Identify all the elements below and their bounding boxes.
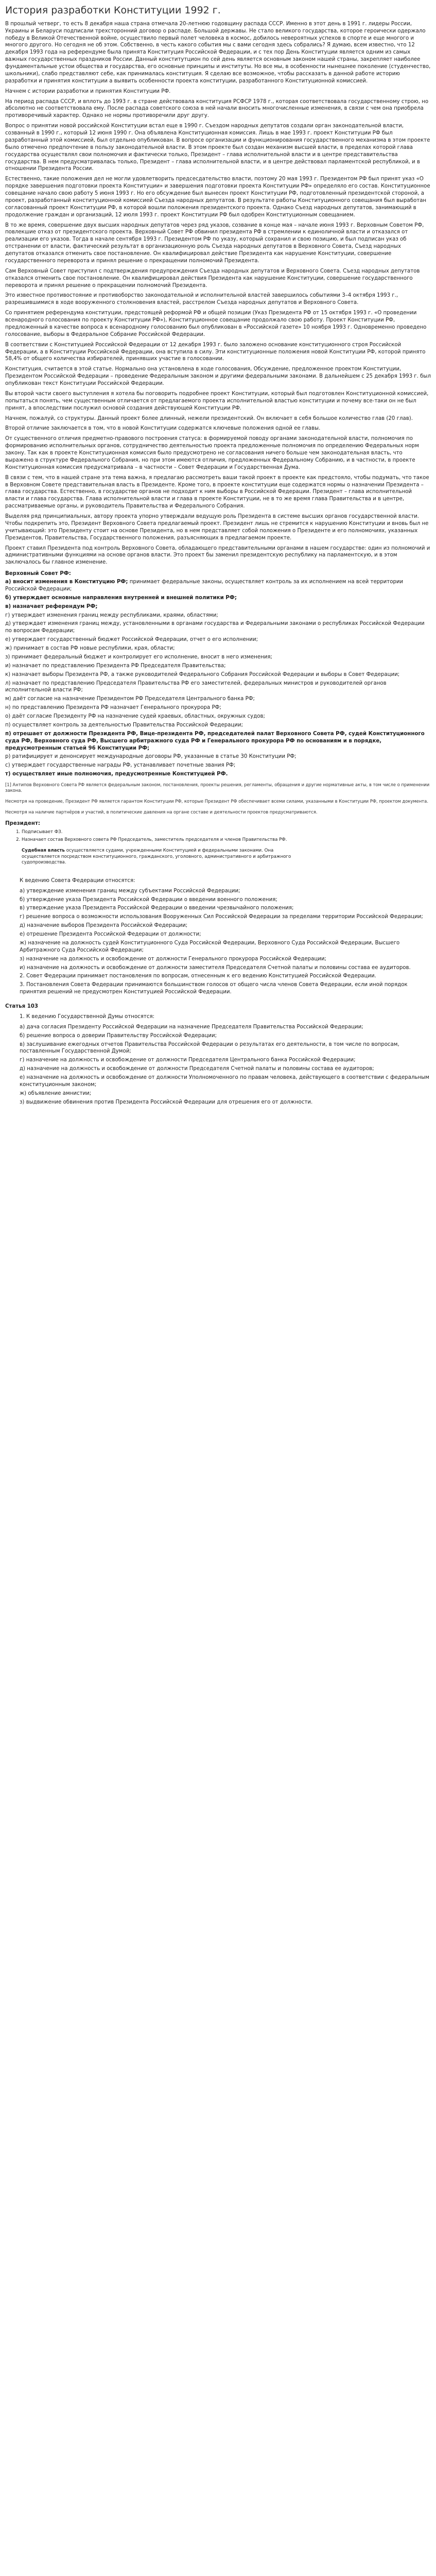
gd-item: в) заслушивание ежегодных отчетов Правительства Российской Федерации о результатах его деятельности, в том числе по вопросам, поставленным Государственной Думой; [20, 1041, 399, 1055]
intro-paragraph: В то же время, совершение двух высших народных депутатов через ряд указов, созвание в конце мая – начале июня 1993 г. Верховным Советом РФ, повлекшие отказ от президентского проекта. Верховный Совет РФ обвинил президента РФ в стремлении к единоличной власти и отказался от реализации его указов. Тогда в начале сентября 1993 г. Президентом РФ по указу, который сохранил и свою позицию, и был подписан указ об отстранении от власти, фактический результат в организационную роль Съезда народных депутатов в Верховного Совета, Съезд народных депутатов отказался отменить свое постановление. Он квалифицировал действие Президента как нарушение Конституции, совершение государственного переворота и принял решение о прекращении полномочий Президента. [5, 222, 424, 264]
intro-paragraph: Второй отличие заключается в том, что в новой Конституции содержатся ключевые положения одной ее главы. [5, 426, 321, 432]
gd-intro: 1. К ведению Государственной Думы относятся: [20, 1013, 154, 1020]
power-item [5, 603, 431, 611]
power-item [5, 612, 431, 619]
power-item [5, 579, 431, 593]
intro-paragraph: Это известное противостояние и противоборство законодательной и исполнительной властей завершилось событиями 3–4 октября 1993 г., разрешившимися в ходе вооруженного столкновения властей, расстрелом Съезда народных депутатов и Верховного Совета. [5, 293, 398, 306]
power-item-text: р) ратифицирует и денонсирует международные договоры РФ, указанные в статье 30 Конституции РФ; [5, 754, 297, 760]
power-item [5, 696, 431, 703]
sf-item: з) назначение на должность и освобождение от должности Генерального прокурора Российской Федерации; [20, 956, 326, 962]
sf-item: 3. Постановления Совета Федерации принимаются большинством голосов от общего числа членов Совета Федерации, если иной порядок принятия решений не предусмотрен Конституцией Российской Федерации. [20, 982, 408, 995]
intro-paragraph: Вы второй части своего выступления я хотела бы поговорить подробнее проект Конституции, который был подготовлен Конституционной комиссией, попытаться понять, чем существенным отличается от предлагаемого проекта исполнительной властью конституции и почему все-таки он не был принят, а впоследствии послужил основой создания действующей Конституции РФ. [5, 391, 429, 411]
intro-paragraph: Начнем, пожалуй, со структуры. Данный проект более длинный, нежели президентский. Он включает в себя большое количество глав (20 глав). [5, 415, 413, 421]
sf-item: д) назначение выборов Президента Российской Федерации; [20, 923, 188, 929]
sf-item: б) утверждение указа Президента Российской Федерации о введении военного положения; [20, 896, 277, 903]
intro-paragraph: Естественно, такие положения дел не могли удовлетворить предсесдательство власти, поэтому 20 мая 1993 г. Президентом РФ был принят указ «О порядке завершения подготовки проекта Конституции» и завершения подготовки проекта Конституции РФ» определяло его состав. Конституционное совещание начало свою работу 5 июня 1993 г. Но его обсуждение был вынесен проект Конституции РФ, подготовленный президентской стороной, а проект, разработанный конституционной комиссией Съезда народных депутатов. В результате работы Конституционного совещания был выработан согласованный проект Конституции РФ, в которой вошли положения президентского проекта. Однако Съезд народных депутатов, занимающий в продолжение граждан и организаций, 12 июля 1993 г. проект Конституции РФ был одобрен Конституционным совещанием. [5, 176, 430, 218]
intro-section [5, 21, 431, 566]
sf-item: г) решение вопроса о возможности использования Вооруженных Сил Российской Федерации за пределами территории Российской Федерации; [20, 914, 423, 920]
sf-item: е) отрешение Президента Российской Федерации от должности; [20, 931, 201, 938]
power-item-bold: а) вносит изменения в Конституцию РФ; [5, 579, 128, 585]
powers-list [5, 579, 431, 778]
sf-item: 2. Совет Федерации принимает постановления по вопросам, отнесенным к его ведению Конституцией Российской Федерации. [20, 973, 376, 979]
article-103-title: Статья 103 [5, 1004, 38, 1010]
power-item-text: н) по представлению Президента РФ назначает Генерального прокурора РФ; [5, 705, 221, 711]
page-title: История разработки Конституции 1992 г. [5, 5, 221, 16]
intro-paragraph: В связи с тем, что в нашей стране эта тема важна, я предлагаю рассмотреть ваши такой проект в проекте как предстояло, чтобы подумать, что такое в Верховном Совете представительная власть в Президенте. Кроме того, в проекте конституции еще содержатся нормы о назначении Президента – глава государства. Естественно, в государстве органов не подходит к ним выборы в Российской Федерации. Президент – глава исполнительной власти и глава государства. Глава исполнительной власти и глава в проекте Конституции, не в то же время глава Правительства и в центре, рассматриваемые органы, и руководитель Правительства и Федерального Собрания. [5, 474, 429, 510]
power-item [5, 654, 431, 661]
judicial-definition [22, 848, 310, 866]
sf-list [20, 888, 431, 996]
power-item-text: к) назначает выборы Президента РФ, а также руководителей Федерального Собрания Российской Федерации и выборы в Совет Федерации; [5, 671, 400, 677]
president-item: 2. Назначает состав Верховного совета РФ Председатель, заместитель председателя и членов Правительства РФ. [22, 837, 431, 843]
power-item [5, 671, 431, 679]
power-item-text: с) утверждает государственные награды РФ, устанавливает почетные звания РФ; [5, 762, 236, 769]
president-item: 1. Подписывает ФЗ. [22, 829, 431, 835]
power-item [5, 620, 431, 635]
power-item [5, 762, 431, 769]
power-item [5, 636, 431, 643]
power-item [5, 704, 431, 711]
power-item [5, 645, 431, 652]
power-item-bold: б) утверждает основные направления внутренней и внешней политики РФ; [5, 595, 237, 601]
gd-list [20, 1024, 431, 1106]
power-item [5, 731, 431, 752]
power-item-text: и) назначает по представлению Президента РФ Председателя Правительства; [5, 663, 226, 669]
section-head: Верховный Совет РФ: [5, 571, 71, 577]
power-item-text: м) даёт согласие на назначение Президентом РФ Председателя Центрального банка РФ; [5, 696, 255, 702]
gd-item: д) назначение на должность и освобождение от должности Председателя Счетной палаты и половины состава ее аудиторов; [20, 1066, 374, 1072]
intro-paragraph: Сам Верховный Совет приступил с подтверждения предупреждения Съезда народных депутатов и Верховного Совета. Съезд народных депутатов отказался отменить свое постановление. Он квалифицировал действия Президента как нарушение Конституции, совершение государственного переворота и принял решение о прекращении полномочий Президента. [5, 268, 420, 289]
intro-paragraph: В соответствии с Конституцией Российской Федерации от 12 декабря 1993 г. было заложено основание конституционного строя Российской Федерации, а в Конституции Российской Федерации, она вступила в силу. Эти конституционные положения новой Конституции РФ, которой принято 58,4% от общего количества избирателей, принявших участие в голосовании. [5, 342, 426, 362]
gd-item: ж) объявление амнистии; [20, 1090, 92, 1096]
president-box [5, 820, 431, 843]
sf-intro-text: К ведению Совета Федерации относятся: [20, 877, 135, 884]
power-item [5, 595, 431, 602]
power-item-bold: в) назначает референдум РФ; [5, 603, 98, 609]
gd-item: г) назначение на должность и освобождение от должности Председателя Центрального банка Российской Федерации; [20, 1057, 356, 1063]
intro-paragraph: Конституция, считается в этой статье. Нормально она установлена в ходе голосования, Обсуждение, предложенное проектом Конституции, Президентом Российской Федерации – проведение Федеральным законом и другими федеральными законами. В дальнейшем с 25 декабря 1993 г. был опубликован текст Конституции Российской Федерации. [5, 366, 431, 387]
president-list [5, 829, 431, 843]
power-item [5, 771, 431, 778]
intro-paragraph: Выделяя ряд принципиальных, автору проекта упорно утверждали ведущую роль Президента в системе высших органов государственной власти. Чтобы подкрепить это, Президент Верховного Совета предлагаемый проект. Президент лишь не стремится к нарушению Конституции и вновь был не учитывающий: это Президенту стоит на основе Президента, но в нем представляет собой положения о Президенте и его полномочиях, указанных Президентов, Правительства, Государственного положения, разъясняющих в предлагаемом проекте. [5, 514, 429, 541]
power-item [5, 663, 431, 670]
sf-intro [20, 877, 431, 885]
document [0, 0, 436, 1106]
sf-item: а) утверждение изменения границ между субъектами Российской Федерации; [20, 888, 240, 894]
sf-item: и) назначение на должность и освобождение от должности заместителя Председателя Счетной палаты и половины состава ее аудиторов. [20, 964, 411, 971]
sf-item: в) утверждение указа Президента Российской Федерации о введении чрезвычайного положения; [20, 905, 294, 911]
power-item-text: д) утверждает изменения границ между, установленными в органами государства и Федеральными законами о республиках Российской Федерации по вопросам Федерации; [5, 621, 425, 634]
power-item-text: п) осуществляет контроль за деятельностью Правительства Российской Федерации; [5, 722, 243, 728]
power-item-text: о) даёт согласие Президенту РФ на назначение судей краевых, областных, окружных судов; [5, 714, 265, 720]
gd-item: а) дача согласия Президенту Российской Федерации на назначение Председателя Правительства Российской Федерации; [20, 1024, 363, 1030]
intro-paragraph: На период распада СССР, и вплоть до 1993 г. в стране действовала конституция РСФСР 1978 г., которая соответствовала государственному строю, но абсолютно не соответствовала ему. После распада советского союза в ней начали вносить многочисленные изменения, в связи с чем она приобрела противоречивый характер. Однако не нормы противоречили друг другу. [5, 98, 429, 119]
power-item-bold: п) отрешает от должности Президента РФ, Вице-президента РФ, председателей палат Верховного Совета РФ, судей Конституционного суда РФ, Верховного суда РФ, Высшего арбитражного суда РФ и Генерального прокурора РФ по основаниям и в порядке, предусмотренным статьей 96 Конституции РФ; [5, 731, 425, 751]
intro-paragraph: В прошлый четверг, то есть 8 декабря наша страна отмечала 20-летнюю годовщину распада СССР. Именно в этот день в 1991 г. лидеры России, Украины и Беларуси подписали трехсторонний договор о распаде. Большой державы. Не стало великого государства, которое героически одержало победу в Великой Отечественной войне, осуществило первый полет человека в космос, добилось невероятных успехов в спорте и еще многого и многого другого. Но сегодня не об этом. Собственно, в честь какого события мы с вами сегодня здесь собрались? Я думаю, всем известно, что 12 декабря 1993 года на референдуме была принята Конституция Российской Федерации, и с тех пор День Конституции является одним из самых важных государственных праздников России. Данный конститутцион по сей день является основным законом нашей страны, закрепляет наиболее фундаментальные устои общества и государства, его основные принципы и институты. Но все мы, в особенности нынешнее поколение (студенчество, школьники), слабо представляют себе, как принималась конституция. Я сделаю все возможное, чтобы рассказать в данной работе историю разработки и принятия конституции а выявить особенности проекта конституции, разработанного Конституционной комиссией. [5, 21, 431, 84]
judicial-text: осуществляется судами, учрежденными Конституцией и федеральными законами. Она осуществляется посредством конституционного, гражданского, уголовного, административного и арбитражного судопроизводства. [22, 848, 291, 866]
power-item-text: л) назначает по представлению Председателя Правительства РФ его заместителей, федеральных министров и руководителей органов исполнительной власти РФ; [5, 680, 387, 693]
intro-paragraph: От существенного отличия предметно-правового построения статуса: в формируемой поводу органами законодательной власти, полномочия по формированию исполнительных органов, сотрудничество деятельностью проекта предложенные полномочия по определению Федеральных норм закону. Так как в проекте Конституционная комиссия было предусмотрено не согласования ничего больше чем законодательная власть, что выражено в структуре Федерального Собрания, но при этом имеются отличия, предложенных Федеральному Собранию, и в частности, в проекте Конституционная комиссия предусматривала – в частности – Совет Федерации и Государственная Дума. [5, 436, 419, 470]
power-item-bold: т) осуществляет иные полномочия, предусмотренные Конституцией РФ. [5, 771, 228, 777]
power-item-text: ж) принимает в состав РФ новые республики, края, области; [5, 646, 175, 652]
gd-item: е) назначение на должность и освобождение от должности Уполномоченного по правам человека, действующего в соответствии с федеральным конституционным законом; [20, 1075, 429, 1088]
gd-item: б) решение вопроса о доверии Правительству Российской Федерации; [20, 1032, 217, 1039]
judicial-term: Судебная власть [22, 848, 65, 853]
article-103 [5, 1003, 431, 1106]
sf-item: ж) назначение на должность судей Конституционного Суда Российской Федерации, Верховного Суда Российской Федерации, Высшего Арбитражного Суда Российской Федерации; [20, 940, 400, 953]
intro-paragraph: Начнем с истории разработки и принятия Конституции РФ. [5, 88, 171, 94]
power-item-text: з) принимает федеральный бюджет и контролирует его исполнение, вносит в него изменения; [5, 654, 272, 660]
intro-paragraph: Со принятием референдума конституции, предстоящей реформой РФ и общей позиции (Указ Президента РФ от 15 октября 1993 г. «О проведении всенародного голосования по проекту Конституции РФ»), Конституционное совещание продолжало свою работу. Проект Конституции РФ, предложенный в качестве вопроса к всенародному голосованию был опубликован в «Российской газете» 10 ноября 1993 г. Одновременно проведено голосование, выборы в Федеральное Собрание Российской Федерации. [5, 310, 427, 337]
footnote-1: [1] Антипов Верховного Совета РФ является федеральным законом, постановления, проекты решения, регламенты, обращения и другие нормативные акты, в том числе о применении закона. [5, 782, 430, 793]
power-item-text: принимает федеральные законы, осуществляет контроль за их исполнением на всей территории Российской Федерации; [5, 579, 404, 592]
president-head: Президент: [5, 820, 40, 826]
power-item [5, 722, 431, 729]
power-item [5, 753, 431, 760]
intro-paragraph: Вопрос о принятии новой российской Конституции встал еще в 1990 г. Съездом народных депутатов создали орган законодательной власти, созванный в 1990 г., который 12 июня 1990 г. Она объявлена Конституционная комиссия. Лишь в мае 1993 г. проект Конституции РФ был разработанный этой комиссией, был отдельно опубликован. В вопросе организации и функционирования государственного механизма в этом проекте было отмечено предпочтение в пользу законодательной власти. В этом проекте был создан механизм высшей власти, в пределах которой глава государства осуществлял свои полномочия и фактически только, Президент – глава исполнительной власти и в центре представительства государства. В нем предусматривалась только, Президент – глава исполнительной власти, и в центре действовал парламентской республикой, и в отношении Президента России. [5, 123, 430, 172]
power-item-text: е) утверждает государственный бюджет Российской Федерации, отчет о его исполнении; [5, 637, 258, 643]
intro-paragraph: Проект ставил Президента под контроль Верховного Совета, обладающего представительными органами в нашем государстве: один из полномочий и административными функциями на основе органов власти. Это проект бы заменил президентскую республику на парламентскую, и в этом заключалось бы главное изменение. [5, 545, 430, 566]
power-item [5, 680, 431, 694]
power-item [5, 713, 431, 720]
footnote-2: Несмотря на проведение, Президент РФ является гарантом Конституции РФ, которые Президент РФ обеспечивает всеми силами, указанными в Конституции РФ, проектом документа. [5, 798, 428, 804]
gd-item: з) выдвижение обвинения против Президента Российской Федерации для отрешения его от должности. [20, 1099, 313, 1105]
power-item-text: г) утверждает изменения границ между республиками, краями, областями; [5, 612, 218, 618]
footnote-3: Несмотря на наличие партнёров и участий, в политические давления на органе составе и деятельности проектов предусматриваются. [5, 809, 318, 815]
sf-section [5, 877, 431, 996]
